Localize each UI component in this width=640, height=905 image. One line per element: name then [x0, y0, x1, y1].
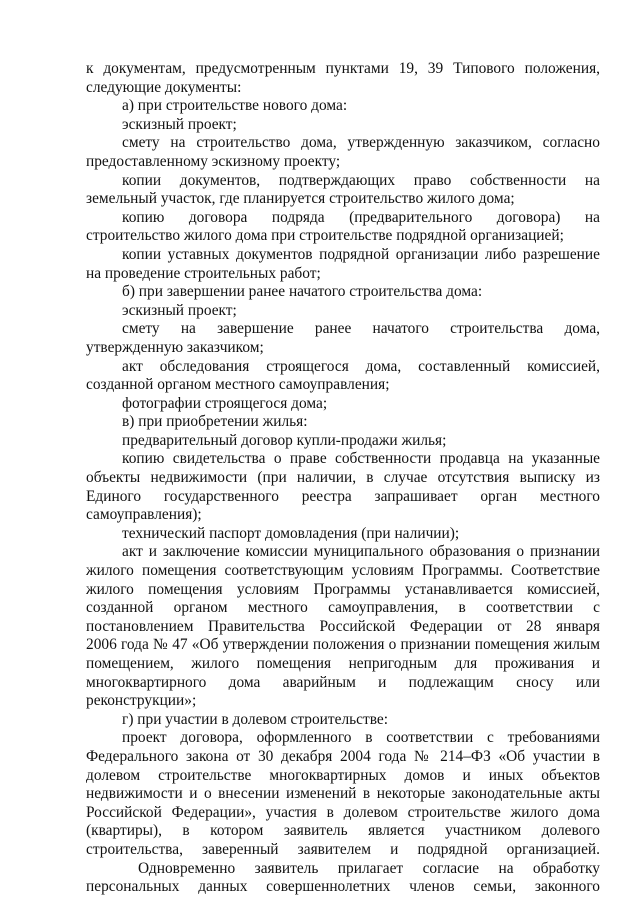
text-line: акт и заключение комиссии муниципального образования о признании — [122, 543, 600, 561]
text-line: предварительный договор купли-продажи жилья; — [122, 431, 447, 449]
text-line: недвижимости и о внесении изменений в некоторые законодательные акты — [86, 785, 600, 803]
text-line: жилого помещения соответствующим условиям Программы. Соответствие — [86, 562, 600, 580]
text-line: персональных данных совершеннолетних членов семьи, законного — [86, 878, 600, 896]
text-line: строительство жилого дома при строительстве подрядной организацией; — [86, 227, 564, 245]
text-line: постановлением Правительства Российской Федерации от 28 января — [86, 617, 600, 635]
text-line: копии уставных документов подрядной организации либо разрешение — [122, 245, 600, 263]
text-line: многоквартирного дома аварийным и подлежащим сносу или — [86, 673, 600, 691]
text-line: созданной органом местного самоуправления; — [86, 376, 390, 394]
text-line: копию договора подряда (предварительного договора) на — [122, 208, 600, 226]
text-line: реконструкции»; — [86, 692, 197, 710]
text-line: на проведение строительных работ; — [86, 264, 321, 282]
text-line: технический паспорт домовладения (при наличии); — [122, 524, 460, 542]
text-line: Федерального закона от 30 декабря 2004 года № 214–ФЗ «Об участии в — [86, 747, 600, 765]
text-line: долевом строительстве многоквартирных домов и иных объектов — [86, 766, 600, 784]
text-line: Российской Федерации», участия в долевом строительстве жилого дома — [86, 803, 600, 821]
text-line: к документам, предусмотренным пунктами 19, 39 Типового положения, — [86, 60, 600, 77]
text-line: созданной органом местного самоуправления, в соответствии с — [86, 599, 600, 617]
text-line: жилого помещения условиям Программы устанавливается комиссией, — [86, 580, 600, 598]
text-line: следующие документы: — [86, 78, 242, 96]
text-line: копию свидетельства о праве собственности продавца на указанные — [122, 450, 600, 468]
text-line: земельный участок, где планируется строительство жилого дома; — [86, 190, 515, 208]
text-line: эскизный проект; — [122, 301, 237, 319]
text-line: б) при завершении ранее начатого строительства дома: — [122, 283, 483, 301]
text-line: в) при приобретении жилья: — [122, 413, 308, 431]
text-line: Одновременно заявитель прилагает согласие на обработку — [138, 859, 600, 877]
text-line: акт обследования строящегося дома, составленный комиссией, — [122, 357, 600, 375]
text-line: проект договора, оформленного в соответствии с требованиями — [122, 729, 600, 747]
text-line: объекты недвижимости (при наличии, в случае отсутствия выписку из — [86, 469, 600, 487]
text-line: Единого государственного реестра запрашивает орган местного — [86, 487, 600, 505]
text-line: утвержденную заказчиком; — [86, 338, 264, 356]
text-line: самоуправления); — [86, 506, 202, 524]
text-line: строительства, заверенный заявителем и подрядной организацией. — [86, 840, 600, 858]
text-line: а) при строительстве нового дома: — [122, 97, 348, 115]
text-line: 2006 года № 47 «Об утверждении положения о признании помещения жилым — [86, 636, 600, 654]
text-line: г) при участии в долевом строительстве: — [122, 710, 389, 728]
text-line: (квартиры), в котором заявитель является участником долевого — [86, 822, 600, 840]
text-line: смету на завершение ранее начатого строительства дома, — [122, 320, 600, 338]
text-line: фотографии строящегося дома; — [122, 394, 328, 412]
text-line: помещением, жилого помещения непригодным для проживания и — [86, 655, 600, 672]
text-line: предоставленному эскизному проекту; — [86, 152, 341, 170]
text-line: смету на строительство дома, утвержденную заказчиком, согласно — [122, 134, 600, 152]
text-line: копии документов, подтверждающих право собственности на — [122, 171, 600, 189]
text-line: эскизный проект; — [122, 115, 237, 133]
